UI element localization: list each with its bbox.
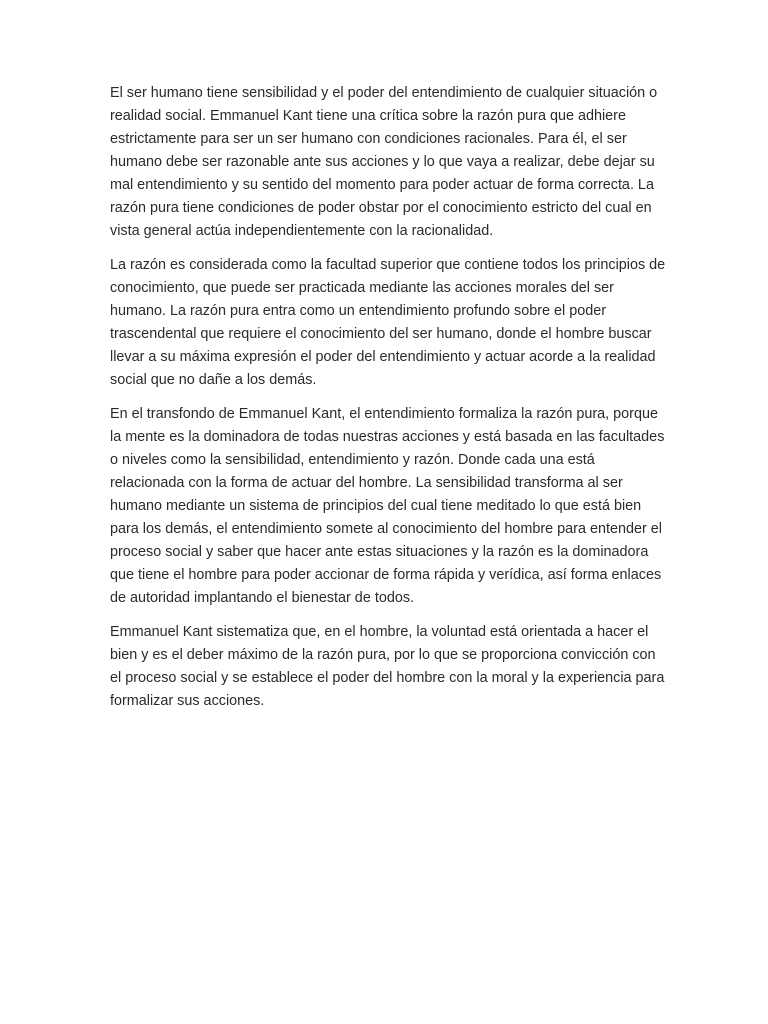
paragraph-line: En el transfondo de Emmanuel Kant, el entendimiento formaliza la razón pura, porque: [110, 406, 658, 422]
paragraph-line: la mente es la dominadora de todas nuestras acciones y está basada en las facultades: [110, 429, 665, 445]
paragraph-line: razón pura tiene condiciones de poder obstar por el conocimiento estricto del cual en: [110, 200, 652, 216]
paragraph-line: humano mediante un sistema de principios del cual tiene meditado lo que está bien: [110, 498, 642, 514]
paragraph-line: el proceso social y se establece el poder del hombre con la moral y la experiencia para: [110, 670, 665, 686]
paragraph-line: proceso social y saber que hacer ante estas situaciones y la razón es la dominadora: [110, 544, 649, 560]
paragraph-line: trascendental que requiere el conocimiento del ser humano, donde el hombre buscar: [110, 326, 652, 342]
paragraph-line: social que no dañe a los demás.: [110, 372, 317, 388]
paragraph-line: realidad social. Emmanuel Kant tiene una crítica sobre la razón pura que adhiere: [110, 108, 626, 124]
paragraph-line: que tiene el hombre para poder accionar de forma rápida y verídica, así forma enlaces: [110, 567, 662, 583]
paragraph-line: bien y es el deber máximo de la razón pura, por lo que se proporciona convicción con: [110, 647, 656, 663]
paragraph-line: La razón es considerada como la facultad superior que contiene todos los principios de: [110, 257, 666, 273]
paragraph-line: Emmanuel Kant sistematiza que, en el hombre, la voluntad está orientada a hacer el: [110, 624, 649, 640]
paragraph-line: El ser humano tiene sensibilidad y el poder del entendimiento de cualquier situación o: [110, 85, 658, 101]
paragraph-1: [110, 82, 662, 243]
paragraph-line: relacionada con la forma de actuar del hombre. La sensibilidad transforma al ser: [110, 475, 623, 491]
paragraph-line: para los demás, el entendimiento somete al conocimiento del hombre para entender el: [110, 521, 662, 537]
paragraph-line: mal entendimiento y su sentido del momento para poder actuar de forma correcta. La: [110, 177, 654, 193]
document-body: [110, 82, 666, 724]
paragraph-4: [110, 621, 665, 713]
paragraph-line: o niveles como la sensibilidad, entendimiento y razón. Donde cada una está: [110, 452, 595, 468]
paragraph-2: [110, 254, 666, 392]
paragraph-line: vista general actúa independientemente con la racionalidad.: [110, 223, 494, 239]
paragraph-line: formalizar sus acciones.: [110, 693, 265, 709]
paragraph-line: humano debe ser razonable ante sus acciones y lo que vaya a realizar, debe dejar su: [110, 154, 655, 170]
paragraph-line: de autoridad implantando el bienestar de todos.: [110, 590, 415, 606]
paragraph-line: humano. La razón pura entra como un entendimiento profundo sobre el poder: [110, 303, 607, 319]
paragraph-line: estrictamente para ser un ser humano con condiciones racionales. Para él, el ser: [110, 131, 627, 147]
paragraph-3: [110, 403, 665, 610]
paragraph-line: conocimiento, que puede ser practicada mediante las acciones morales del ser: [110, 280, 614, 296]
paragraph-line: llevar a su máxima expresión el poder del entendimiento y actuar acorde a la realidad: [110, 349, 656, 365]
